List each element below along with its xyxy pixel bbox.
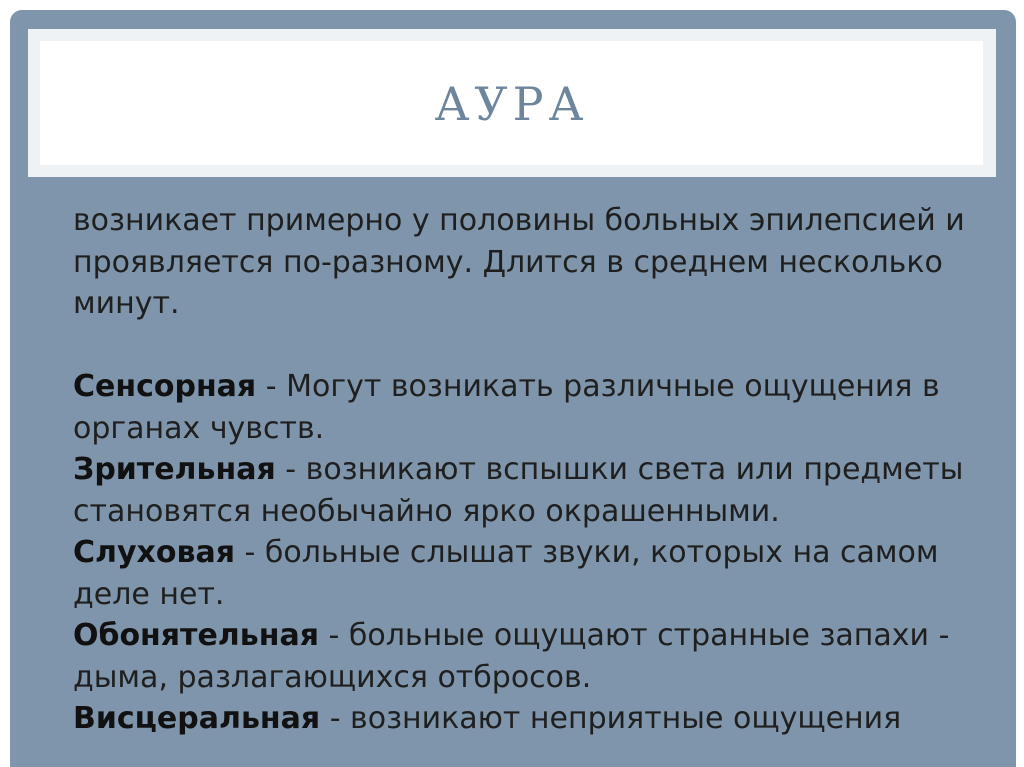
paragraph-spacer [73,325,1003,367]
aura-type-description: - больные ощущают странные запахи - дыма, разлагающихся отбросов. [73,618,950,695]
intro-paragraph: возникает примерно у половины больных эпилепсией и проявляется по-разному. Длится в среднем несколько минут. [73,203,965,321]
aura-type-description: - возникают неприятные ощущения [320,701,902,736]
aura-type-description: - возникают вспышки света или предметы становятся необычайно ярко окрашенными. [73,452,964,529]
aura-type-term: Обонятельная [73,618,319,653]
aura-type-term: Висцеральная [73,701,321,736]
aura-type-visual [73,449,1003,532]
aura-type-term: Сенсорная [73,369,257,404]
aura-type-olfactory [73,615,1003,698]
aura-type-visceral [73,698,1003,740]
slide-body [73,200,1003,740]
title-box [40,41,983,165]
aura-type-description: - больные слышат звуки, которых на самом деле нет. [73,535,939,612]
aura-type-sensory [73,366,1003,449]
aura-type-auditory [73,532,1003,615]
aura-type-term: Зрительная [73,452,276,487]
aura-type-description: - Могут возникать различные ощущения в органах чувств. [73,369,940,446]
aura-type-term: Слуховая [73,535,235,570]
slide-title: АУРА [434,77,589,131]
